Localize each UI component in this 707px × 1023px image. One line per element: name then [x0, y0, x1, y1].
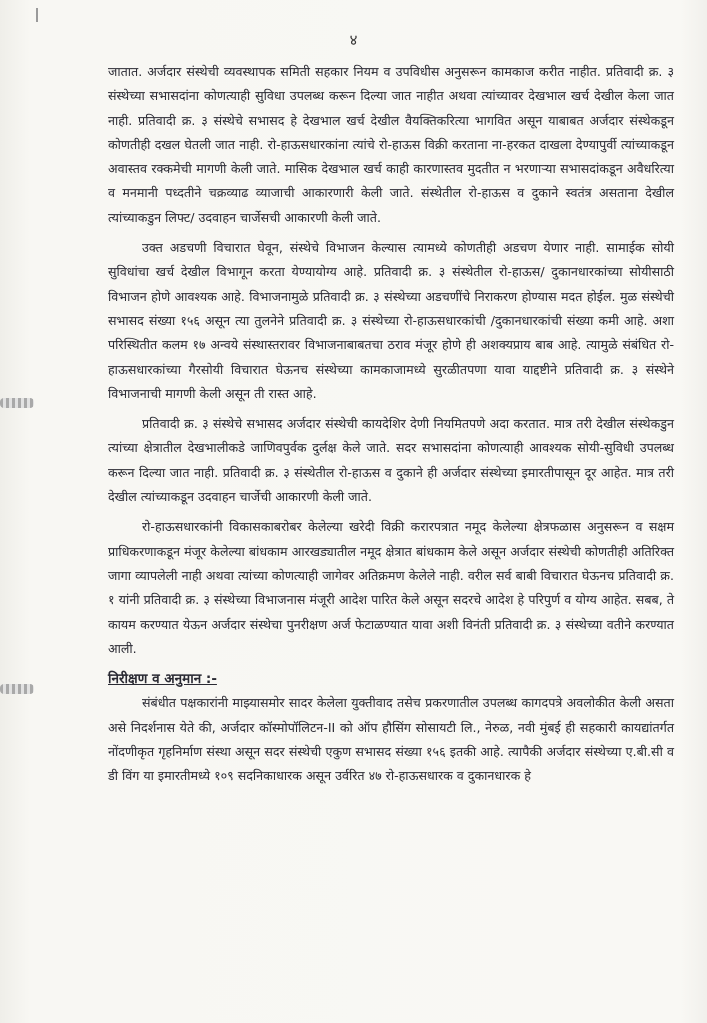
paragraph-3: प्रतिवादी क्र. ३ संस्थेचे सभासद अर्जदार संस्थेची कायदेशिर देणी नियमितपणे अदा करतात. मात्र तरी देखील संस्थेकडुन त्यांच्या क्षेत्रातील देखभालीकडे जाणिवपुर्वक दुर्लक्ष केले जाते. सदर सभासदांना कोणत्याही आवश्यक सोयी-सुविधी उपलब्ध करून दिल्या जात नाही. प्रतिवादी क्र. ३ संस्थेतील रो-हाऊस व दुकाने ही अर्जदार संस्थेच्या इमारतीपासून दूर आहेत. मात्र तरी देखील त्यांच्याकडून उदवाहन चार्जेची आकारणी केली जाते.	[108, 416, 674, 505]
section-heading	[108, 667, 674, 691]
paragraph-1: जातात. अर्जदार संस्थेची व्यवस्थापक समिती सहकार नियम व उपविधीस अनुसरून कामकाज करीत नाहीत. प्रतिवादी क्र. ३ संस्थेच्या सभासदांना कोणत्याही सुविधा उपलब्ध करून दिल्या जात नाहीत अथवा त्यांच्यावर देखभाल खर्च देखील केला जात नाही. प्रतिवादी क्र. ३ संस्थेचे सभासद हे देखभाल खर्च देखील वैयक्तिकरित्या भागवित असून याबाबत अर्जदार संस्थेकडून कोणतीही दखल घेतली जात नाही. रो-हाऊसधारकांना त्यांचे रो-हाऊस विक्री करताना ना-हरकत दाखला देण्यापुर्वी त्यांच्याकडून अवास्तव रक्कमेची मागणी केली जाते. मासिक देखभाल खर्च काही कारणास्तव मुदतीत न भरणाऱ्या सभासदांकडून अवैधरित्या व मनमानी पध्दतीने चक्रव्याढ व्याजाची आकारणारी केली जाते. संस्थेतील रो-हाऊस व दुकाने स्वतंत्र असताना देखील त्यांच्याकडुन लिफ्ट/ उदवाहन चार्जेसची आकारणी केली जाते.	[108, 64, 674, 225]
corner-mark	[36, 8, 38, 22]
binder-spring-bottom	[0, 684, 34, 694]
section-heading-text: निरीक्षण व अनुमान :-	[108, 671, 217, 688]
paragraph-4: रो-हाऊसधारकांनी विकासकाबरोबर केलेल्या खरेदी विक्री करारपत्रात नमूद केलेल्या क्षेत्रफळास अनुसरून व सक्षम प्राधिकरणाकडून मंजूर केलेल्या बांधकाम आरखड्यातील नमूद क्षेत्रात बांधकाम केले असून अर्जदार संस्थेची कोणतीही अतिरिक्त जागा व्यापलेली नाही अथवा त्यांच्या कोणत्याही जागेवर अतिक्रमण केलेले नाही. वरील सर्व बाबी विचारात घेऊनच प्रतिवादी क्र. १ यांनी प्रतिवादी क्र. ३ संस्थेच्या विभाजनास मंजूरी आदेश पारित केले असून सदरचे आदेश हे परिपुर्ण व योग्य आहेत. सबब, ते कायम करण्यात येऊन अर्जदार संस्थेचा पुनरीक्षण अर्ज फेटाळण्यात यावा अशी विनंती प्रतिवादी क्र. ३ संस्थेच्या वतीने करण्यात आली.	[108, 519, 674, 656]
page-number: ४	[349, 31, 358, 49]
document-body	[108, 60, 674, 795]
binder-spring-top	[0, 398, 34, 408]
paragraph-2: उक्त अडचणी विचारात घेवून, संस्थेचे विभाजन केल्यास त्यामध्ये कोणतीही अडचण येणार नाही. सामाईक सोयी सुविधांचा खर्च देखील विभागून करता येण्यायोग्य आहे. प्रतिवादी क्र. ३ संस्थेतील रो-हाऊस/ दुकानधारकांच्या सोयीसाठी विभाजन होणे आवश्यक आहे. विभाजनामुळे प्रतिवादी क्र. ३ संस्थेच्या अडचणींचे निराकरण होण्यास मदत होईल. मुळ संस्थेची सभासद संख्या १५६ असून त्या तुलनेने प्रतिवादी क्र. ३ संस्थेच्या रो-हाऊसधारकांची /दुकानधारकांची संख्या कमी आहे. अशा परिस्थितीत कलम १७ अन्वये संस्थास्तरावर विभाजनाबाबतचा ठराव मंजूर होणे ही अशक्यप्राय बाब आहे. त्यामुळे संबंधित रो-हाऊसधारकांच्या गैरसोयी विचारात घेऊनच संस्थेच्या कामकाजामध्ये सुरळीतपणा यावा याद्दष्टीने प्रतिवादी क्र. ३ संस्थेने विभाजनाची मागणी केली असून ती रास्त आहे.	[108, 240, 674, 401]
paragraph-5: संबंधीत पक्षकारांनी माझ्यासमोर सादर केलेला युक्तीवाद तसेच प्रकरणातील उपलब्ध कागदपत्रे अवलोकीत केली असता असे निदर्शनास येते की, अर्जदार कॉस्मोपॉलिटन-II को ऑप हौसिंग सोसायटी लि., नेरुळ, नवी मुंबई ही सहकारी कायद्यांतर्गत नोंदणीकृत गृहनिर्माण संस्था असून सदर संस्थेची एकुण सभासद संख्या १५६ इतकी आहे. त्यापैकी अर्जदार संस्थेच्या ए.बी.सी व डी विंग या इमारतीमध्ये १०९ सदनिकाधारक असून उर्वरित ४७ रो-हाऊसधारक व दुकानधारक हे	[108, 695, 674, 784]
ink-scribble	[66, 585, 106, 609]
